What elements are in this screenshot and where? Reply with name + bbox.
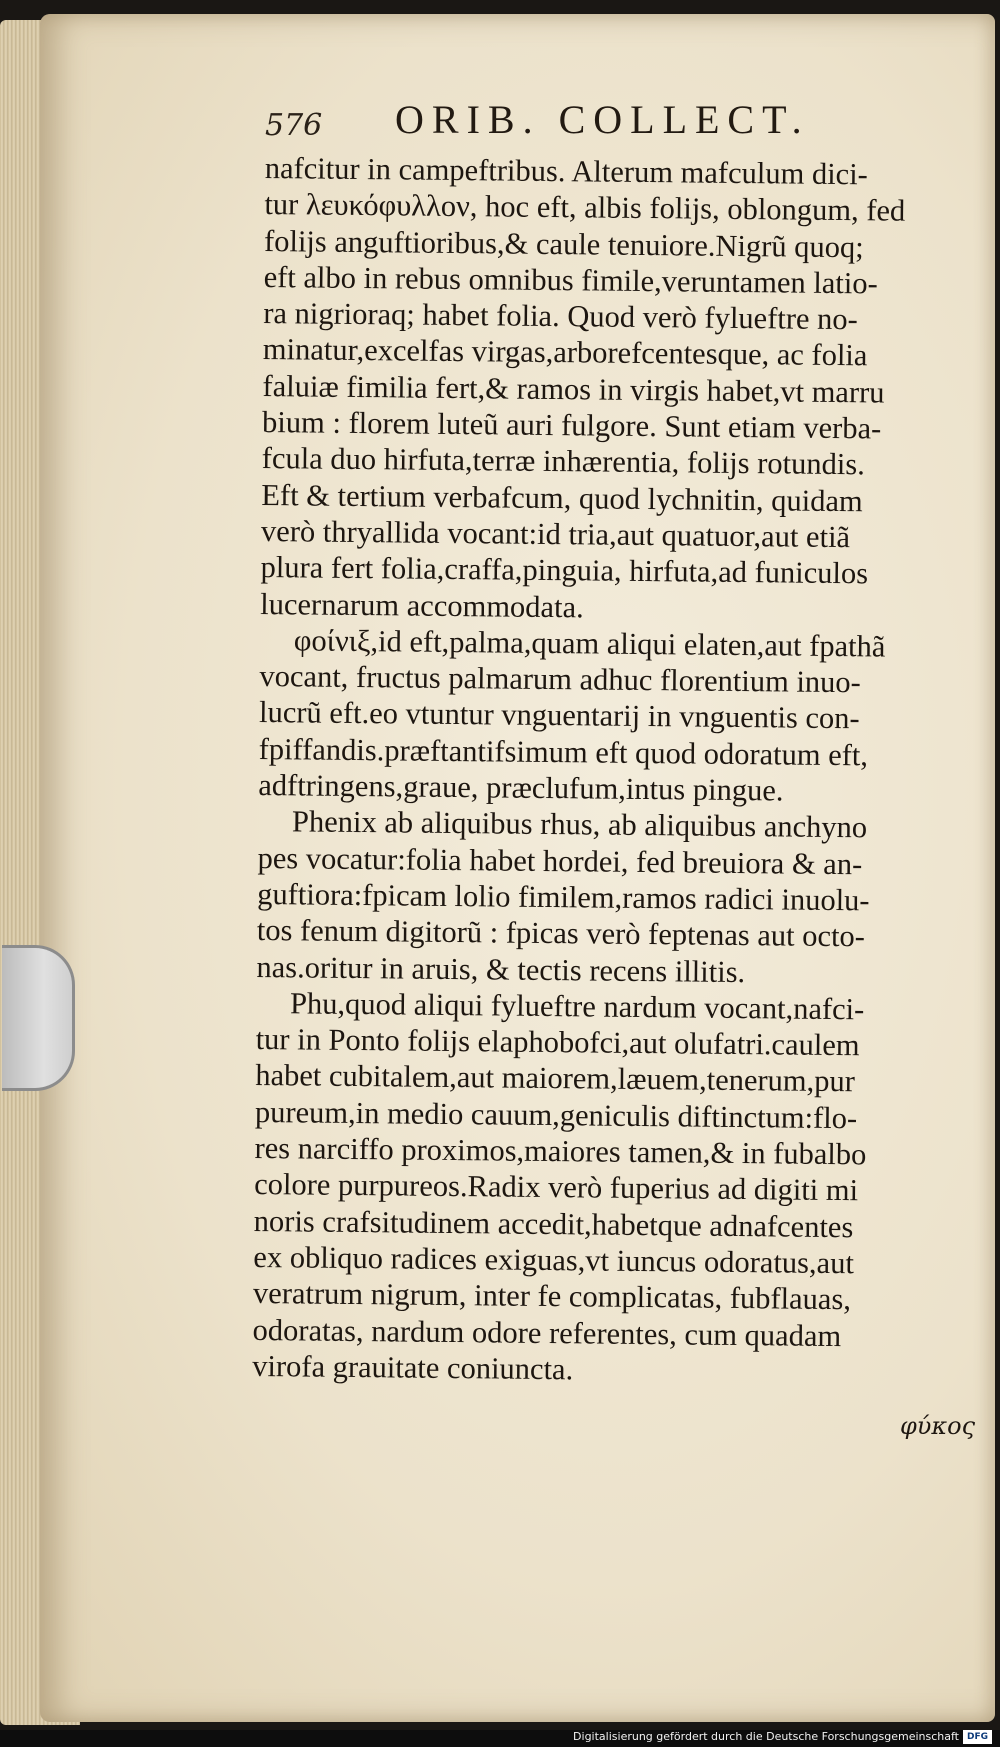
text-line: fpiffandis.præftantifsimum eft quod odoratum eft,: [258, 731, 869, 773]
text-line: plura fert folia,craffa,pinguia, hirfuta,ad funiculos: [260, 550, 869, 591]
text-line: nas.oritur in aruis, & tectis recens illitis.: [256, 949, 746, 989]
footer-credit-text: Digitalisierung gefördert durch die Deutsche Forschungsgemeinschaft: [573, 1730, 959, 1743]
text-line: pes vocatur:folia habet hordei, fed breuiora & an-: [257, 840, 863, 881]
text-line: bium : florem luteũ auri fulgore. Sunt etiam verba-: [261, 405, 882, 446]
text-line: eft albo in rebus omnibus fimile,veruntamen latio-: [263, 259, 878, 301]
text-line: minatur,excelfas virgas,arborefcentesque, ac folia: [262, 332, 868, 373]
text-line: veratrum nigrum, inter fe complicatas, fubflauas,: [252, 1276, 852, 1317]
text-line: guftiora:fpicam lolio fimilem,ramos radici inuolu-: [257, 876, 870, 918]
text-line: vocant, fructus palmarum adhuc florentium inuo-: [259, 659, 861, 700]
catchword: φύκος: [900, 1412, 976, 1440]
paragraph-start-line: φοίνιξ,id eft,palma,quam aliqui elaten,aut fpathã: [293, 623, 886, 664]
text-line: adftringens,graue, præclufum,intus pingue.: [258, 768, 784, 808]
text-line: habet cubitalem,aut maiorem,læuem,tenerum,pur: [255, 1058, 856, 1099]
text-line: verò thryallida vocant:id tria,aut quatuor,aut etiã: [260, 513, 851, 555]
text-line: ra nigrioraq; habet folia. Quod verò fylueftre no-: [263, 296, 858, 337]
text-line: fcula duo hirfuta,terræ inhærentia, folijs rotundis.: [261, 441, 866, 482]
text-line: tur λευκόφυλλον, hoc eft, albis folijs, oblongum, fed: [264, 187, 906, 229]
text-line: res narciffo proximos,maiores tamen,& in fubalbo: [254, 1130, 867, 1172]
text-line: nafcitur in campeftribus. Alterum mafculum dici-: [264, 150, 868, 192]
text-line: folijs anguftioribus,& caule tenuiore.Nigrũ quoq;: [263, 223, 864, 264]
text-line: tur in Ponto folijs elaphobofci,aut olufatri.caulem: [255, 1022, 860, 1063]
dfg-logo: DFG: [963, 1730, 992, 1744]
body-text: [252, 150, 965, 1391]
text-line: odoratas, nardum odore referentes, cum quadam: [252, 1312, 842, 1353]
text-line: faluiæ fimilia fert,& ramos in virgis habet,vt marru: [262, 368, 885, 410]
running-title: ORIB. COLLECT.: [395, 97, 810, 142]
text-line: tos fenum digitorũ : fpicas verò feptenas aut octo-: [256, 913, 866, 954]
page-number: 576: [265, 108, 323, 143]
text-line: lucernarum accommodata.: [260, 586, 584, 624]
text-line: virofa grauitate coniuncta.: [252, 1348, 574, 1387]
page-clip: [2, 945, 75, 1091]
paragraph-start-line: Phu,quod aliqui fylueftre nardum vocant,nafci-: [289, 986, 865, 1027]
text-line: Eft & tertium verbafcum, quod lychnitin, quidam: [261, 477, 863, 518]
paragraph-start-line: Phenix ab aliquibus rhus, ab aliquibus anchyno: [291, 804, 868, 845]
footer-credit: [573, 1728, 992, 1745]
text-line: lucrũ eft.eo vtuntur vnguentarij in vnguentis con-: [258, 695, 860, 736]
text-line: colore purpureos.Radix verò fuperius ad digiti mi: [253, 1167, 859, 1208]
text-line: pureum,in medio cauum,geniculis diftinctum:flo-: [254, 1094, 858, 1135]
text-line: ex obliquo radices exiguas,vt iuncus odoratus,aut: [253, 1239, 855, 1281]
text-line: noris crafsitudinem accedit,habetque adnafcentes: [253, 1203, 854, 1244]
running-head: [265, 96, 885, 146]
